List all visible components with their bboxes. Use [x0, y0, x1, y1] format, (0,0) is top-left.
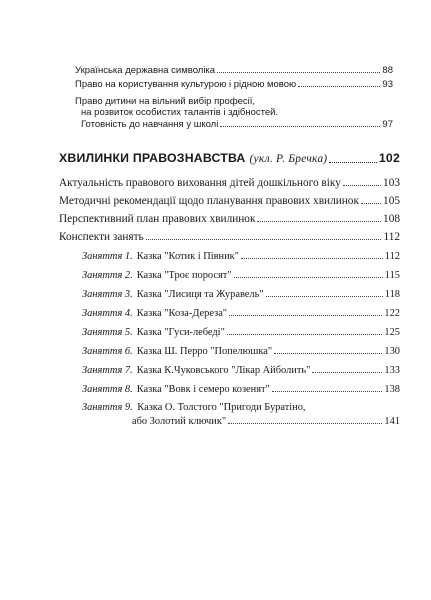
toc-entry[interactable] [59, 213, 400, 225]
lesson-entry[interactable] [82, 270, 400, 281]
lesson-page: 130 [384, 346, 400, 357]
dot-leader [361, 203, 381, 204]
lesson-title: Казка "Котик і Півник" [136, 251, 239, 262]
toc-entry[interactable] [75, 66, 393, 76]
lesson-entry-first-line [82, 402, 306, 413]
section-heading-page: 102 [378, 151, 400, 165]
toc-entry-page: 103 [383, 177, 400, 189]
toc-entry-page: 97 [382, 119, 393, 130]
dot-leader [274, 353, 382, 354]
lesson-page: 141 [384, 416, 400, 427]
toc-entry[interactable] [59, 231, 400, 243]
lesson-title: Казка О. Толстого "Пригоди Буратіно, [137, 402, 306, 413]
toc-entry-page: 88 [382, 65, 393, 76]
toc-entry-title: Актуальність правового виховання дітей дошкільного віку [59, 177, 341, 189]
lesson-title: Казка "Коза-Дереза" [136, 308, 228, 319]
lesson-title: або Золотий ключик" [132, 416, 227, 427]
dot-leader [146, 239, 382, 240]
toc-entry[interactable] [59, 195, 400, 207]
lesson-number: Заняття 4. [82, 308, 133, 319]
lesson-page: 112 [384, 251, 400, 262]
dot-leader [217, 72, 380, 73]
toc-entry-title: Українська державна символіка [75, 65, 216, 76]
toc-entry-title-line: на розвиток особистих талантів і здібностей. [81, 107, 279, 118]
section-heading[interactable] [59, 152, 400, 166]
lesson-title: Казка К.Чуковського "Лікар Айболить" [136, 365, 311, 376]
lesson-number: Заняття 9. [82, 402, 133, 413]
lesson-page: 122 [384, 308, 400, 319]
lesson-number: Заняття 3. [82, 289, 133, 300]
dot-leader [227, 334, 383, 335]
toc-entry-title: Перспективний план правових хвилинок [59, 213, 256, 225]
lesson-entry[interactable] [132, 416, 400, 427]
lesson-entry[interactable] [82, 308, 400, 319]
dot-leader [234, 277, 383, 278]
lesson-title: Казка "Троє поросят" [136, 270, 232, 281]
lesson-number: Заняття 7. [82, 365, 133, 376]
dot-leader [343, 185, 381, 186]
lesson-number: Заняття 5. [82, 327, 133, 338]
dot-leader [229, 315, 382, 316]
lesson-page: 133 [384, 365, 400, 376]
lesson-number: Заняття 6. [82, 346, 133, 357]
lesson-page: 125 [384, 327, 400, 338]
section-heading-title: ХВИЛИНКИ ПРАВОЗНАВСТВА [59, 151, 246, 165]
lesson-title: Казка "Лисиця та Журавель" [136, 289, 264, 300]
lesson-number: Заняття 8. [82, 384, 133, 395]
toc-entry-title: Право на користування культурою і рідною мовою [75, 79, 297, 90]
toc-entry-title: Готовність до навчання у школі [81, 119, 219, 130]
dot-leader [272, 391, 383, 392]
toc-entry[interactable] [75, 80, 393, 90]
lesson-page: 115 [384, 270, 400, 281]
dot-leader [266, 296, 383, 297]
toc-entry-page: 108 [383, 213, 400, 225]
lesson-title: Казка "Вовк і семеро козенят" [136, 384, 270, 395]
toc-entry-page: 93 [382, 79, 393, 90]
toc-entry[interactable] [81, 120, 393, 130]
dot-leader [257, 221, 381, 222]
dot-leader [312, 372, 382, 373]
lesson-title: Казка "Гуси-лебеді" [136, 327, 225, 338]
dot-leader [220, 126, 380, 127]
lesson-entry[interactable] [82, 327, 400, 338]
lesson-number: Заняття 1. [82, 251, 133, 262]
toc-entry-title-line: Право дитини на вільний вибір професії, [75, 96, 256, 107]
lesson-number: Заняття 2. [82, 270, 133, 281]
lesson-entry[interactable] [82, 251, 400, 262]
dot-leader [329, 162, 377, 163]
lesson-entry[interactable] [82, 384, 400, 395]
toc-entry-title: Конспекти занять [59, 231, 144, 243]
lesson-page: 138 [384, 384, 400, 395]
dot-leader [241, 258, 383, 259]
lesson-entry[interactable] [82, 346, 400, 357]
lesson-title: Казка Ш. Перро "Попелюшка" [136, 346, 273, 357]
toc-entry-page: 105 [383, 195, 400, 207]
lesson-entry[interactable] [82, 365, 400, 376]
lesson-entry[interactable] [82, 289, 400, 300]
section-heading-editor: (укл. Р. Бречка) [249, 152, 328, 165]
lesson-page: 118 [384, 289, 400, 300]
dot-leader [298, 86, 380, 87]
toc-entry-title: Методичні рекомендації щодо планування правових хвилинок [59, 195, 359, 207]
toc-entry[interactable] [59, 177, 400, 189]
dot-leader [228, 423, 382, 424]
toc-entry-page: 112 [383, 231, 400, 243]
